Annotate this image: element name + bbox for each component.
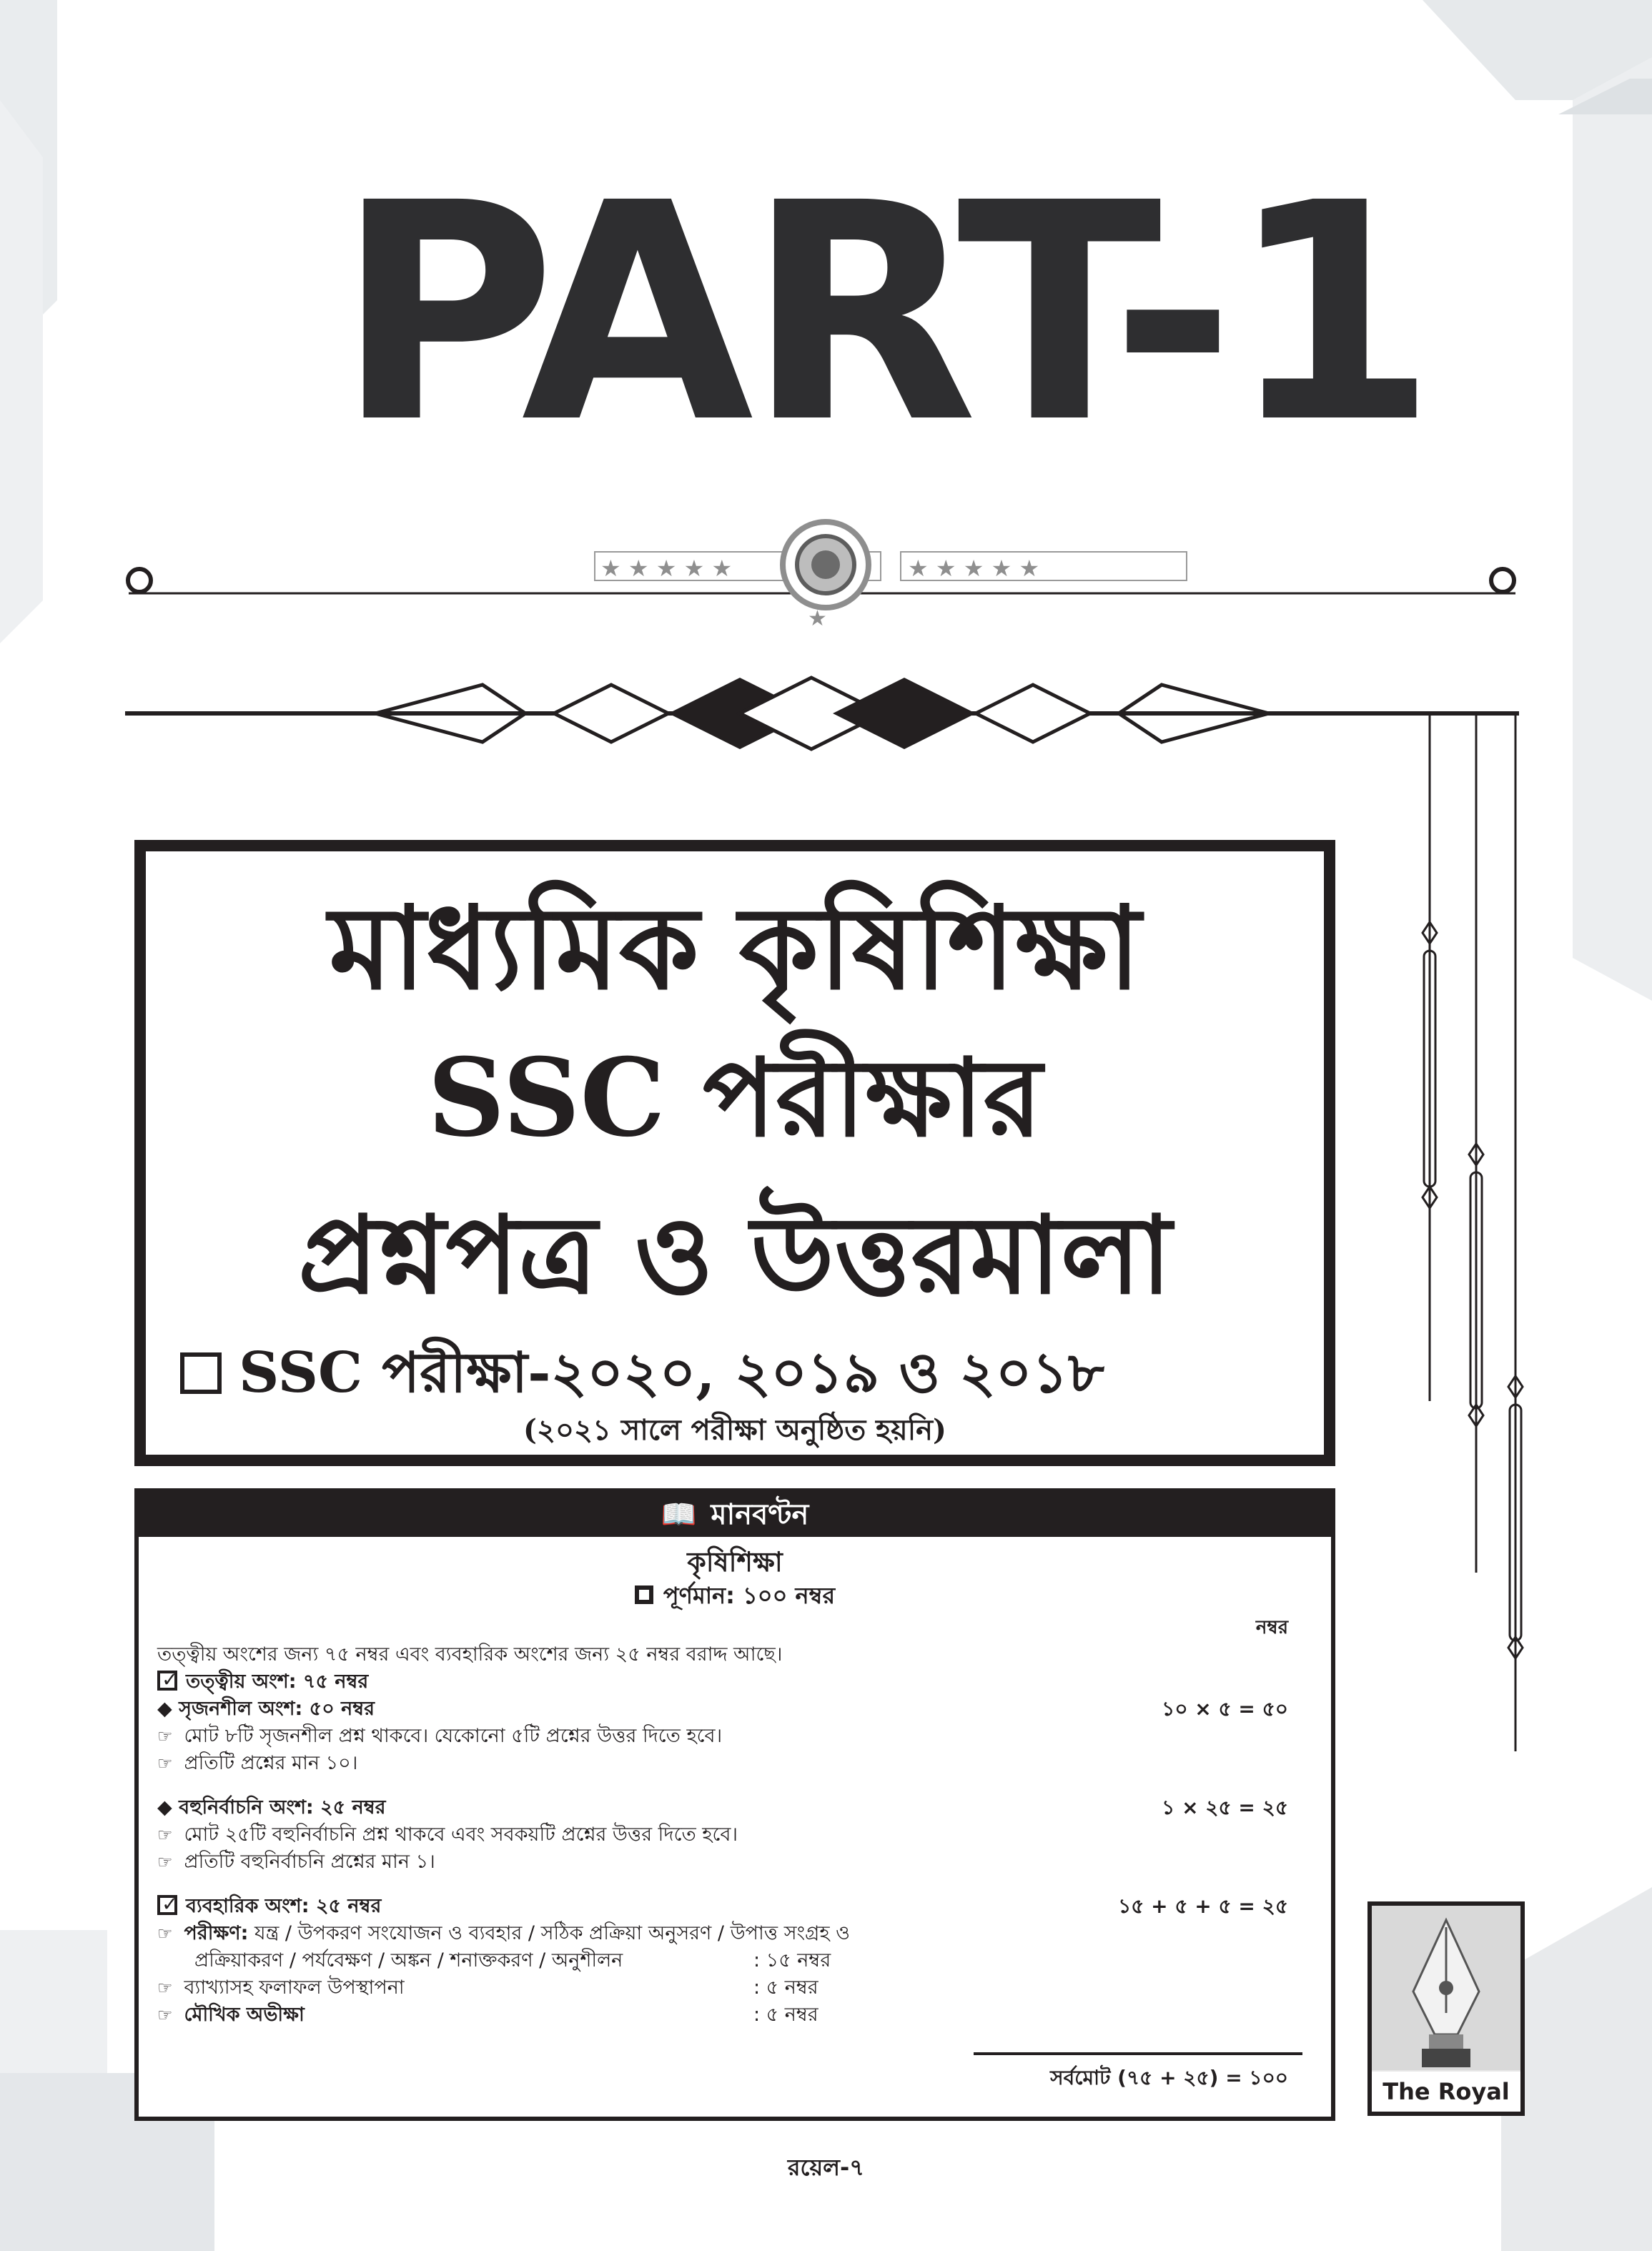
logo-text: The Royal [1372,2072,1520,2112]
practical-line-3-value: : ৫ নম্বর [753,1977,818,1999]
exam-years-line [180,1337,1104,1409]
mcq-line-1-text: মোট ২৫টি বহুনির্বাচনি প্রশ্ন থাকবে এবং সবকয়টি প্রশ্নের উত্তর দিতে হবে। [184,1824,738,1846]
star-divider [122,515,1530,643]
practical-line-3 [157,1974,405,2002]
pointer-icon: ☞ [157,1924,173,1944]
creative-line-1-text: মোট ৮টি সৃজনশীল প্রশ্ন থাকবে। যেকোনো ৫টি প্রশ্নের উত্তর দিতে হবে। [184,1725,723,1747]
qa-title: প্রশ্নপত্র ও উত্তরমালা [298,1192,1172,1318]
pen-nib-icon [1372,1906,1520,2070]
practical-line-1-text: যন্ত্র / উপকরণ সংযোজন ও ব্যবহার / সঠিক প্রক্রিয়া অনুসরণ / উপাত্ত সংগ্রহ ও [254,1922,851,1944]
practical-heading [157,1893,381,1920]
intro-line: তত্ত্বীয় অংশের জন্য ৭৫ নম্বর এবং ব্যবহারিক অংশের জন্য ২৫ নম্বর বরাদ্দ আছে। [157,1643,783,1666]
marks-column-label: নম্বর [1255,1617,1288,1638]
part-title: PART-1 [336,139,1430,489]
checkbox-icon [180,1352,222,1394]
page-footer: রয়েল-৭ [787,2154,865,2181]
exam-note: (২০২১ সালে পরীক্ষা অনুষ্ঠিত হয়নি) [523,1413,946,1447]
practical-line-2-value: : ১৫ নম্বর [753,1949,831,1972]
creative-calc: ১০ × ৫ = ৫০ [1162,1697,1288,1721]
full-marks-label: পূর্ণমান: ১০০ নম্বর [663,1582,836,1609]
mcq-calc: ১ × ২৫ = ২৫ [1162,1796,1288,1819]
svg-text:★ ★ ★ ★ ★: ★ ★ ★ ★ ★ [600,555,733,582]
check-icon [157,1671,177,1691]
mcq-line-2-text: প্রতিটি বহুনির্বাচনি প্রশ্নের মান ১। [184,1851,435,1873]
svg-text:★: ★ [808,606,827,631]
practical-line-3-text: ব্যাখ্যাসহ ফলাফল উপস্থাপনা [184,1977,405,1999]
square-icon [635,1585,653,1604]
subject-title: মাধ্যমিক কৃষিশিক্ষা [329,881,1141,1015]
full-marks [139,1580,1331,1611]
exam-years: SSC পরীক্ষা-২০২০, ২০১৯ ও ২০১৮ [239,1340,1104,1405]
creative-heading-label: সৃজনশীল অংশ: ৫০ নম্বর [179,1698,375,1720]
exam-title: SSC পরীক্ষার [427,1035,1042,1161]
check-icon [157,1895,177,1915]
mcq-line-2 [157,1849,435,1876]
grand-total: সর্বমোট (৭৫ + ২৫) = ১০০ [1050,2066,1288,2089]
practical-calc: ১৫ + ৫ + ৫ = ২৫ [1118,1894,1288,1918]
mcq-line-1 [157,1821,738,1849]
svg-text:★ ★ ★ ★ ★: ★ ★ ★ ★ ★ [908,555,1040,582]
creative-line-1 [157,1723,722,1750]
mcq-heading: ◆ বহুনির্বাচনি অংশ: ২৫ নম্বর [157,1796,386,1819]
distribution-header [139,1493,1331,1537]
pointer-icon: ☞ [157,2005,173,2025]
diamond-divider [125,665,1533,758]
distribution-subject: কৃষিশিক্ষা [687,1546,783,1578]
mark-distribution-panel [134,1488,1335,2121]
the-royal-logo [1367,1901,1525,2116]
practical-line-4-text: মৌখিক অভীক্ষা [184,2004,305,2026]
title-box [134,840,1335,1466]
hanging-ornaments [1408,715,1537,1773]
practical-line-2: প্রক্রিয়াকরণ / পর্যবেক্ষণ / অঙ্কন / শনাক্তকরণ / অনুশীলন [194,1949,623,1972]
book-icon: 📖 [661,1498,697,1531]
practical-line-4 [157,2002,305,2029]
pointer-icon: ☞ [157,1852,173,1872]
creative-line-2 [157,1750,357,1777]
pointer-icon: ☞ [157,1726,173,1746]
distribution-header-label: মানবণ্টন [711,1498,809,1531]
practical-heading-label: ব্যবহারিক অংশ: ২৫ নম্বর [186,1895,382,1917]
pointer-icon: ☞ [157,1978,173,1998]
practical-line-4-value: : ৫ নম্বর [753,2004,818,2026]
theory-heading-label: তত্ত্বীয় অংশ: ৭৫ নম্বর [186,1671,369,1693]
practical-line-1 [157,1920,850,1947]
theory-heading [157,1668,368,1696]
pointer-icon: ☞ [157,1753,173,1773]
practical-line-1-label: পরীক্ষণ: [184,1922,249,1944]
creative-line-2-text: প্রতিটি প্রশ্নের মান ১০। [184,1752,358,1774]
pointer-icon: ☞ [157,1825,173,1845]
creative-heading: ◆ সৃজনশীল অংশ: ৫০ নম্বর [157,1698,375,1720]
mcq-heading-label: বহুনির্বাচনি অংশ: ২৫ নম্বর [179,1796,386,1819]
total-rule [974,2052,1302,2055]
